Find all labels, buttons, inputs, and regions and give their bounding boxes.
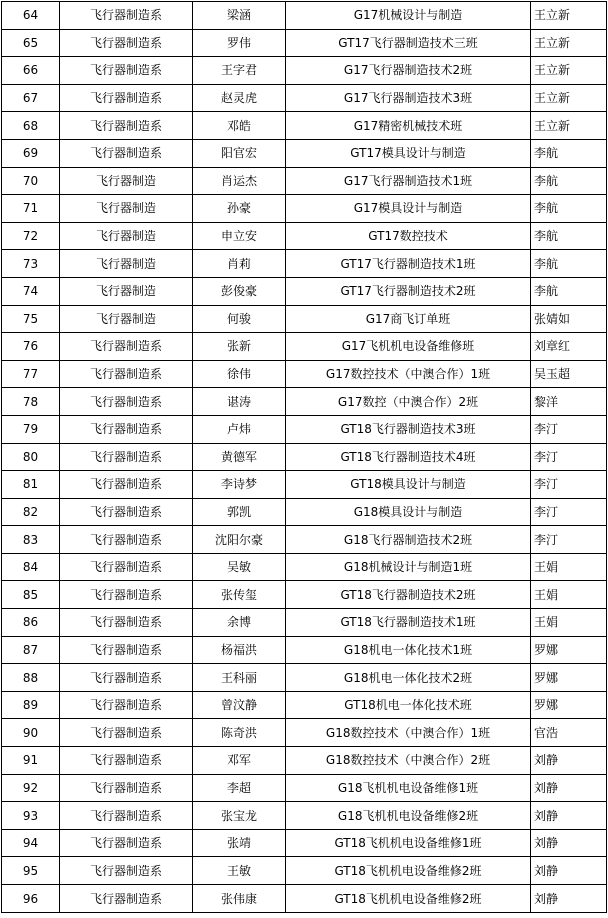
class-name-cell: G18模具设计与制造 bbox=[286, 498, 531, 526]
student-name-cell: 卢炜 bbox=[193, 415, 286, 443]
class-name-cell: GT18飞机机电设备维修2班 bbox=[286, 857, 531, 885]
department-cell: 飞行器制造系 bbox=[60, 553, 193, 581]
student-name-cell: 张靖 bbox=[193, 829, 286, 857]
table-row bbox=[2, 636, 607, 664]
teacher-cell: 刘静 bbox=[531, 774, 607, 802]
row-number: 84 bbox=[2, 553, 60, 581]
teacher-cell: 张婧如 bbox=[531, 305, 607, 333]
table-row bbox=[2, 802, 607, 830]
row-number: 82 bbox=[2, 498, 60, 526]
student-name-cell: 阳官宏 bbox=[193, 139, 286, 167]
class-name-cell: GT17飞行器制造技术三班 bbox=[286, 29, 531, 57]
class-name-cell: G17模具设计与制造 bbox=[286, 195, 531, 223]
class-name-cell: G17飞行器制造技术2班 bbox=[286, 57, 531, 85]
department-cell: 飞行器制造系 bbox=[60, 498, 193, 526]
class-name-cell: GT17飞行器制造技术1班 bbox=[286, 250, 531, 278]
department-cell: 飞行器制造系 bbox=[60, 360, 193, 388]
table-row bbox=[2, 222, 607, 250]
row-number: 73 bbox=[2, 250, 60, 278]
row-number: 74 bbox=[2, 277, 60, 305]
table-row bbox=[2, 388, 607, 416]
teacher-cell: 刘静 bbox=[531, 857, 607, 885]
teacher-cell: 王娟 bbox=[531, 609, 607, 637]
student-name-cell: 黄德军 bbox=[193, 443, 286, 471]
table-row bbox=[2, 2, 607, 30]
class-name-cell: GT17飞行器制造技术2班 bbox=[286, 277, 531, 305]
row-number: 69 bbox=[2, 139, 60, 167]
department-cell: 飞行器制造系 bbox=[60, 802, 193, 830]
table-row bbox=[2, 829, 607, 857]
table-row bbox=[2, 471, 607, 499]
department-cell: 飞行器制造系 bbox=[60, 719, 193, 747]
row-number: 72 bbox=[2, 222, 60, 250]
department-cell: 飞行器制造系 bbox=[60, 857, 193, 885]
row-number: 75 bbox=[2, 305, 60, 333]
class-name-cell: GT18飞行器制造技术2班 bbox=[286, 581, 531, 609]
row-number: 89 bbox=[2, 691, 60, 719]
student-name-cell: 徐伟 bbox=[193, 360, 286, 388]
student-name-cell: 肖运杰 bbox=[193, 167, 286, 195]
teacher-cell: 李汀 bbox=[531, 526, 607, 554]
class-name-cell: G18飞行器制造技术2班 bbox=[286, 526, 531, 554]
teacher-cell: 李航 bbox=[531, 250, 607, 278]
student-name-cell: 张新 bbox=[193, 333, 286, 361]
student-name-cell: 王字君 bbox=[193, 57, 286, 85]
class-name-cell: G17数控技术（中澳合作）1班 bbox=[286, 360, 531, 388]
department-cell: 飞行器制造系 bbox=[60, 829, 193, 857]
department-cell: 飞行器制造系 bbox=[60, 333, 193, 361]
student-name-cell: 邓皓 bbox=[193, 112, 286, 140]
department-cell: 飞行器制造系 bbox=[60, 691, 193, 719]
student-name-cell: 谌涛 bbox=[193, 388, 286, 416]
table-row bbox=[2, 443, 607, 471]
class-name-cell: G18飞机机电设备维修2班 bbox=[286, 802, 531, 830]
department-cell: 飞行器制造 bbox=[60, 167, 193, 195]
teacher-cell: 李航 bbox=[531, 277, 607, 305]
row-number: 70 bbox=[2, 167, 60, 195]
class-name-cell: G18机电一体化技术1班 bbox=[286, 636, 531, 664]
teacher-cell: 李汀 bbox=[531, 498, 607, 526]
teacher-cell: 刘静 bbox=[531, 829, 607, 857]
department-cell: 飞行器制造系 bbox=[60, 774, 193, 802]
table-row bbox=[2, 195, 607, 223]
class-name-cell: GT18模具设计与制造 bbox=[286, 471, 531, 499]
table-row bbox=[2, 747, 607, 775]
department-cell: 飞行器制造系 bbox=[60, 57, 193, 85]
department-cell: 飞行器制造系 bbox=[60, 581, 193, 609]
table-row bbox=[2, 885, 607, 913]
table-row bbox=[2, 250, 607, 278]
table-row bbox=[2, 774, 607, 802]
class-name-cell: GT18飞行器制造技术3班 bbox=[286, 415, 531, 443]
teacher-cell: 刘章红 bbox=[531, 333, 607, 361]
row-number: 95 bbox=[2, 857, 60, 885]
student-name-cell: 罗伟 bbox=[193, 29, 286, 57]
teacher-cell: 王立新 bbox=[531, 29, 607, 57]
row-number: 90 bbox=[2, 719, 60, 747]
row-number: 91 bbox=[2, 747, 60, 775]
teacher-cell: 黎洋 bbox=[531, 388, 607, 416]
roster-body bbox=[2, 2, 607, 913]
table-row bbox=[2, 139, 607, 167]
table-row bbox=[2, 498, 607, 526]
department-cell: 飞行器制造系 bbox=[60, 2, 193, 30]
student-name-cell: 王敏 bbox=[193, 857, 286, 885]
row-number: 94 bbox=[2, 829, 60, 857]
table-row bbox=[2, 526, 607, 554]
class-name-cell: G18数控技术（中澳合作）2班 bbox=[286, 747, 531, 775]
row-number: 64 bbox=[2, 2, 60, 30]
student-name-cell: 余博 bbox=[193, 609, 286, 637]
teacher-cell: 李汀 bbox=[531, 415, 607, 443]
class-name-cell: GT18飞机机电设备维修1班 bbox=[286, 829, 531, 857]
department-cell: 飞行器制造系 bbox=[60, 443, 193, 471]
class-name-cell: G18数控技术（中澳合作）1班 bbox=[286, 719, 531, 747]
row-number: 88 bbox=[2, 664, 60, 692]
class-name-cell: GT17数控技术 bbox=[286, 222, 531, 250]
student-name-cell: 曾汶静 bbox=[193, 691, 286, 719]
teacher-cell: 李航 bbox=[531, 222, 607, 250]
class-name-cell: G18机械设计与制造1班 bbox=[286, 553, 531, 581]
department-cell: 飞行器制造 bbox=[60, 195, 193, 223]
class-name-cell: G18飞机机电设备维修1班 bbox=[286, 774, 531, 802]
class-name-cell: GT18飞行器制造技术1班 bbox=[286, 609, 531, 637]
teacher-cell: 刘静 bbox=[531, 885, 607, 913]
teacher-cell: 王娟 bbox=[531, 553, 607, 581]
class-name-cell: GT18飞机机电设备维修2班 bbox=[286, 885, 531, 913]
student-name-cell: 张传玺 bbox=[193, 581, 286, 609]
teacher-cell: 吴玉超 bbox=[531, 360, 607, 388]
table-row bbox=[2, 719, 607, 747]
student-name-cell: 梁涵 bbox=[193, 2, 286, 30]
row-number: 87 bbox=[2, 636, 60, 664]
row-number: 92 bbox=[2, 774, 60, 802]
class-name-cell: G17机械设计与制造 bbox=[286, 2, 531, 30]
row-number: 85 bbox=[2, 581, 60, 609]
student-name-cell: 张伟康 bbox=[193, 885, 286, 913]
student-name-cell: 陈奇洪 bbox=[193, 719, 286, 747]
table-row bbox=[2, 277, 607, 305]
student-name-cell: 何骏 bbox=[193, 305, 286, 333]
department-cell: 飞行器制造系 bbox=[60, 526, 193, 554]
roster-table bbox=[1, 1, 607, 913]
table-row bbox=[2, 691, 607, 719]
table-row bbox=[2, 360, 607, 388]
class-name-cell: G17商飞订单班 bbox=[286, 305, 531, 333]
table-row bbox=[2, 305, 607, 333]
department-cell: 飞行器制造 bbox=[60, 222, 193, 250]
row-number: 66 bbox=[2, 57, 60, 85]
table-row bbox=[2, 857, 607, 885]
student-name-cell: 孙豪 bbox=[193, 195, 286, 223]
student-name-cell: 彭俊豪 bbox=[193, 277, 286, 305]
department-cell: 飞行器制造 bbox=[60, 277, 193, 305]
student-name-cell: 杨福洪 bbox=[193, 636, 286, 664]
teacher-cell: 刘静 bbox=[531, 802, 607, 830]
student-name-cell: 郭凯 bbox=[193, 498, 286, 526]
department-cell: 飞行器制造系 bbox=[60, 747, 193, 775]
teacher-cell: 罗娜 bbox=[531, 691, 607, 719]
table-row bbox=[2, 57, 607, 85]
department-cell: 飞行器制造 bbox=[60, 250, 193, 278]
student-name-cell: 申立安 bbox=[193, 222, 286, 250]
teacher-cell: 王娟 bbox=[531, 581, 607, 609]
student-name-cell: 王科丽 bbox=[193, 664, 286, 692]
table-row bbox=[2, 84, 607, 112]
department-cell: 飞行器制造系 bbox=[60, 29, 193, 57]
row-number: 96 bbox=[2, 885, 60, 913]
class-name-cell: G18机电一体化技术2班 bbox=[286, 664, 531, 692]
class-name-cell: G17飞行器制造技术1班 bbox=[286, 167, 531, 195]
teacher-cell: 李航 bbox=[531, 139, 607, 167]
row-number: 78 bbox=[2, 388, 60, 416]
row-number: 77 bbox=[2, 360, 60, 388]
row-number: 65 bbox=[2, 29, 60, 57]
department-cell: 飞行器制造系 bbox=[60, 112, 193, 140]
class-name-cell: G17飞行器制造技术3班 bbox=[286, 84, 531, 112]
table-row bbox=[2, 609, 607, 637]
class-name-cell: GT17模具设计与制造 bbox=[286, 139, 531, 167]
student-name-cell: 李超 bbox=[193, 774, 286, 802]
table-row bbox=[2, 333, 607, 361]
department-cell: 飞行器制造系 bbox=[60, 388, 193, 416]
department-cell: 飞行器制造系 bbox=[60, 84, 193, 112]
department-cell: 飞行器制造系 bbox=[60, 636, 193, 664]
class-name-cell: GT18机电一体化技术班 bbox=[286, 691, 531, 719]
row-number: 80 bbox=[2, 443, 60, 471]
table-row bbox=[2, 581, 607, 609]
row-number: 71 bbox=[2, 195, 60, 223]
department-cell: 飞行器制造系 bbox=[60, 415, 193, 443]
teacher-cell: 刘静 bbox=[531, 747, 607, 775]
department-cell: 飞行器制造系 bbox=[60, 664, 193, 692]
teacher-cell: 李航 bbox=[531, 167, 607, 195]
department-cell: 飞行器制造 bbox=[60, 305, 193, 333]
department-cell: 飞行器制造系 bbox=[60, 885, 193, 913]
row-number: 81 bbox=[2, 471, 60, 499]
teacher-cell: 李汀 bbox=[531, 471, 607, 499]
table-row bbox=[2, 167, 607, 195]
class-name-cell: G17数控（中澳合作）2班 bbox=[286, 388, 531, 416]
table-row bbox=[2, 553, 607, 581]
row-number: 83 bbox=[2, 526, 60, 554]
student-name-cell: 肖莉 bbox=[193, 250, 286, 278]
row-number: 93 bbox=[2, 802, 60, 830]
teacher-cell: 李航 bbox=[531, 195, 607, 223]
table-row bbox=[2, 112, 607, 140]
class-name-cell: G17飞机机电设备维修班 bbox=[286, 333, 531, 361]
department-cell: 飞行器制造系 bbox=[60, 139, 193, 167]
teacher-cell: 王立新 bbox=[531, 57, 607, 85]
department-cell: 飞行器制造系 bbox=[60, 471, 193, 499]
teacher-cell: 王立新 bbox=[531, 84, 607, 112]
teacher-cell: 王立新 bbox=[531, 2, 607, 30]
class-name-cell: G17精密机械技术班 bbox=[286, 112, 531, 140]
teacher-cell: 李汀 bbox=[531, 443, 607, 471]
row-number: 68 bbox=[2, 112, 60, 140]
teacher-cell: 王立新 bbox=[531, 112, 607, 140]
row-number: 67 bbox=[2, 84, 60, 112]
student-name-cell: 邓军 bbox=[193, 747, 286, 775]
table-row bbox=[2, 415, 607, 443]
student-name-cell: 赵灵虎 bbox=[193, 84, 286, 112]
teacher-cell: 罗娜 bbox=[531, 636, 607, 664]
student-name-cell: 沈阳尔豪 bbox=[193, 526, 286, 554]
student-name-cell: 李诗梦 bbox=[193, 471, 286, 499]
row-number: 79 bbox=[2, 415, 60, 443]
table-row bbox=[2, 29, 607, 57]
class-name-cell: GT18飞行器制造技术4班 bbox=[286, 443, 531, 471]
teacher-cell: 官浩 bbox=[531, 719, 607, 747]
row-number: 86 bbox=[2, 609, 60, 637]
student-name-cell: 张宝龙 bbox=[193, 802, 286, 830]
student-name-cell: 吴敏 bbox=[193, 553, 286, 581]
teacher-cell: 罗娜 bbox=[531, 664, 607, 692]
table-row bbox=[2, 664, 607, 692]
department-cell: 飞行器制造系 bbox=[60, 609, 193, 637]
row-number: 76 bbox=[2, 333, 60, 361]
